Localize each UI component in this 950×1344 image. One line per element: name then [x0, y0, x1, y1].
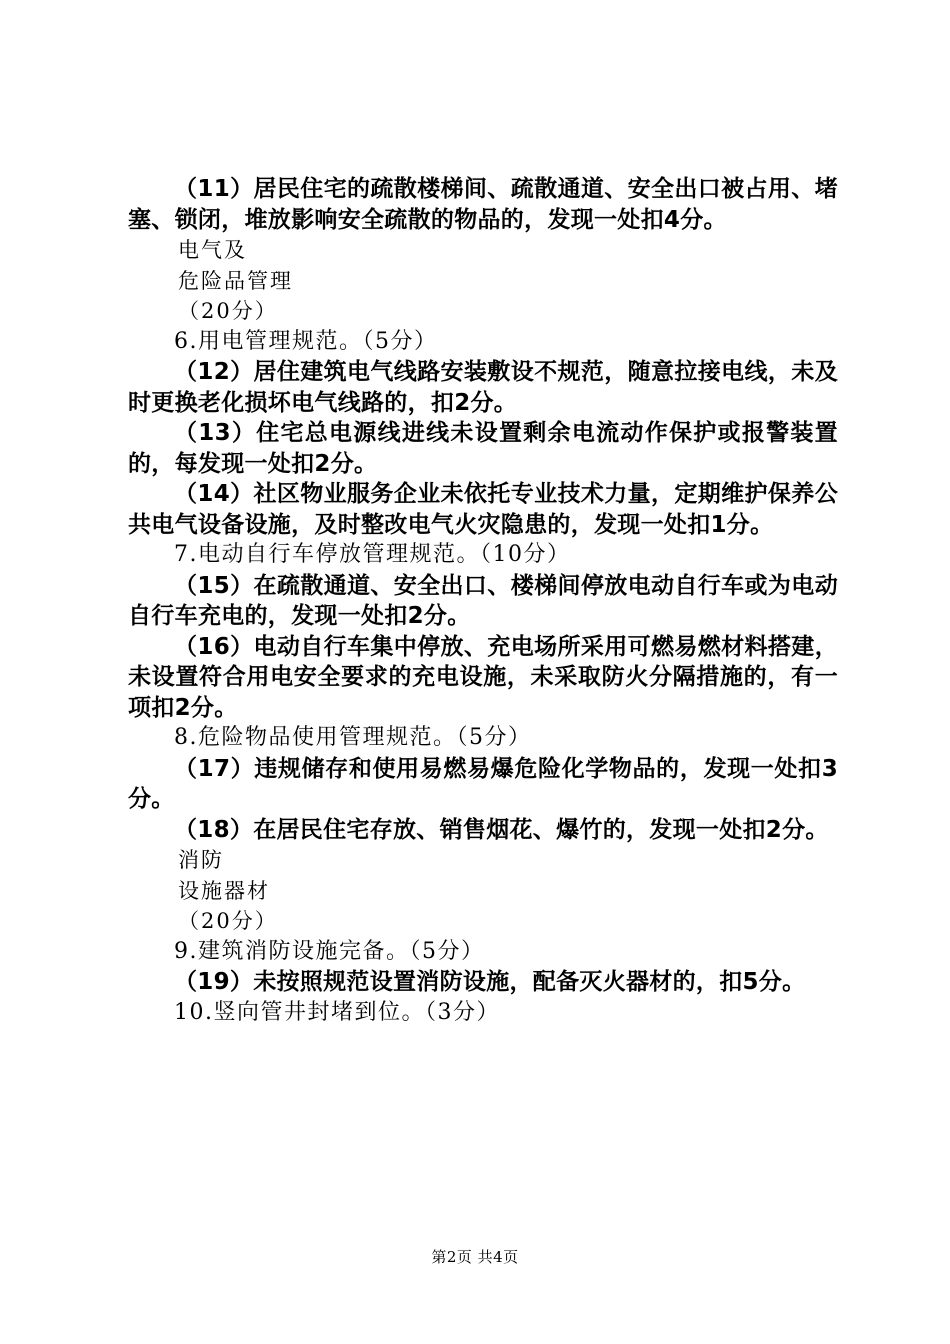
- clause-15: （15）在疏散通道、安全出口、楼梯间停放电动自行车或为电动自行车充电的，发现一处扣2分。: [128, 572, 838, 629]
- section-heading-line-1: 电气及: [178, 238, 247, 262]
- section-heading-score: （20分）: [178, 299, 278, 323]
- clause-17: （17）违规储存和使用易燃易爆危险化学物品的，发现一处扣3分。: [128, 755, 838, 812]
- section-heading-line-2: 设施器材: [178, 878, 270, 903]
- clause-19: （19）未按照规范设置消防设施，配备灭火器材的，扣5分。: [174, 969, 806, 995]
- clause-12: （12）居住建筑电气线路安装敷设不规范，随意拉接电线，未及时更换老化损坏电气线路的，扣2分。: [128, 359, 838, 416]
- section-heading-line-2: 危险品管理: [178, 268, 293, 293]
- section-heading-score: （20分）: [178, 909, 278, 933]
- clause-14: （14）社区物业服务企业未依托专业技术力量，定期维护保养公共电气设备设施，及时整改电气火灾隐患的，发现一处扣1分。: [128, 481, 838, 538]
- clause-18: （18）在居民住宅存放、销售烟花、爆竹的，发现一处扣2分。: [174, 816, 829, 843]
- item-6: 6.用电管理规范。（5分）: [174, 328, 438, 354]
- item-9: 9.建筑消防设施完备。（5分）: [174, 938, 485, 964]
- item-10: 10.竖向管井封堵到位。（3分）: [174, 999, 500, 1025]
- item-8: 8.危险物品使用管理规范。（5分）: [174, 725, 532, 750]
- clause-13: （13）住宅总电源线进线未设置剩余电流动作保护或报警装置的，每发现一处扣2分。: [128, 420, 838, 477]
- document-body: [128, 174, 838, 1028]
- item-7: 7.电动自行车停放管理规范。（10分）: [174, 542, 571, 567]
- clause-11: （11）居民住宅的疏散楼梯间、疏散通道、安全出口被占用、堵塞、锁闭，堆放影响安全疏散的物品的，发现一处扣4分。: [128, 176, 838, 233]
- clause-16: （16）电动自行车集中停放、充电场所采用可燃易燃材料搭建，未设置符合用电安全要求的充电设施，未采取防火分隔措施的，有一项扣2分。: [128, 633, 838, 721]
- section-heading-line-1: 消防: [178, 848, 224, 872]
- page-number-footer: 第2页 共4页: [431, 1248, 519, 1266]
